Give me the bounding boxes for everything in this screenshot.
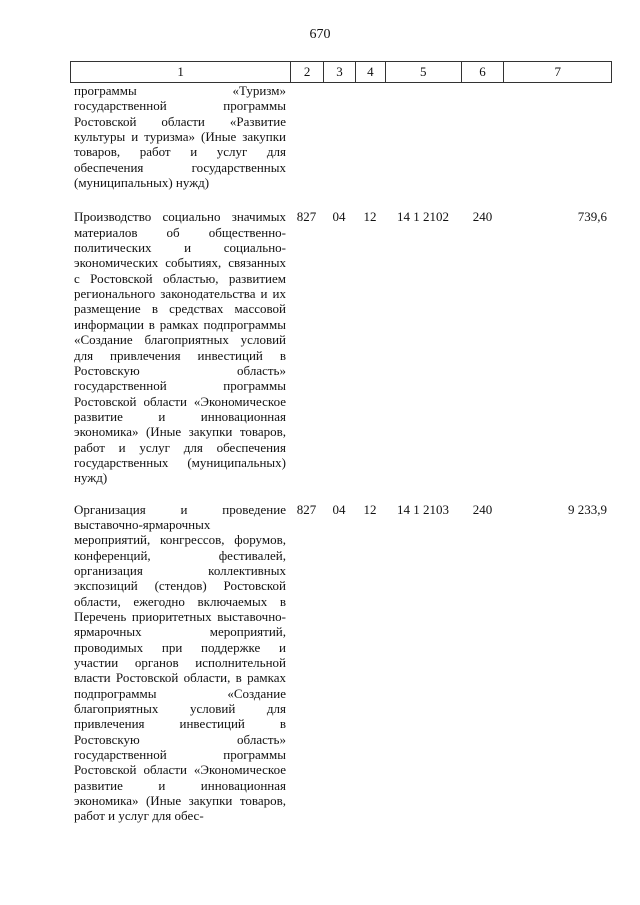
page-number: 670 [309, 27, 331, 42]
cell-expense-type: 240 [472, 501, 493, 517]
cell-subsection [355, 83, 385, 190]
cell-section: 04 [332, 501, 346, 517]
cell-amount [504, 83, 612, 190]
column-header-4: 4 [355, 62, 385, 82]
row-description: Организация и проведение выставочно-ярмарочных мероприятий, конгрессов, форумов, конференций, фестивалей, организация коллективных экспозиций (стендов) Ростовской области, ежегодно включаемых в Перечень приоритетных выставочно-ярмарочных мероприятий, проводимых при поддержке и участии органов исполнительной власти Ростовской области, в рамках подпрограммы «Создание благоприятных условий для привлечения инвестиций в Ростовскую область» государственной программы Ростовской области «Экономическое развитие и инновационная экономика» (Иные закупки товаров, работ и услуг для обес- [74, 501, 286, 824]
cell-section: 04 [332, 209, 346, 225]
cell-ministry: 827 [296, 209, 317, 225]
column-header-6: 6 [461, 62, 504, 82]
cell-expense-type [461, 83, 504, 190]
cell-section [323, 83, 355, 190]
column-header-2: 2 [290, 62, 323, 82]
cell-subsection: 12 [363, 501, 377, 517]
cell-amount: 9 233,9 [568, 501, 607, 517]
column-header-1: 1 [177, 64, 184, 79]
cell-target-article [385, 83, 461, 190]
row-description: Производство социально значимых материалов об общественно-политических и социально-экономических событиях, связанных с Ростовской областью, развитием регионального законодательства и их размещение в средствах массовой информации в рамках подпрограммы «Создание благоприятных условий для привлечения инвестиций в Ростовскую область» государственной программы Ростовской области «Экономическое развитие и инновационная экономика» (Иные закупки товаров, работ и услуг для обеспечения государственных (муниципальных) нужд) [74, 209, 286, 486]
table-row [70, 209, 612, 485]
table-row [70, 502, 612, 824]
column-header-3: 3 [323, 62, 355, 82]
row-description: программы «Туризм» государственной программы Ростовской области «Развитие культуры и туризма» (Иные закупки товаров, работ и услуг для обеспечения государственных (муниципальных) нужд) [74, 83, 286, 191]
cell-amount: 739,6 [577, 209, 607, 225]
column-header-7: 7 [503, 62, 611, 82]
cell-expense-type: 240 [472, 209, 493, 225]
table-header [70, 61, 612, 83]
cell-ministry: 827 [296, 501, 317, 517]
cell-target-article: 14 1 2103 [397, 501, 449, 517]
cell-ministry [290, 83, 323, 190]
table-body [70, 83, 612, 824]
cell-target-article: 14 1 2102 [397, 209, 449, 225]
cell-subsection: 12 [363, 209, 377, 225]
table-row [70, 83, 612, 190]
column-header-5: 5 [385, 62, 461, 82]
